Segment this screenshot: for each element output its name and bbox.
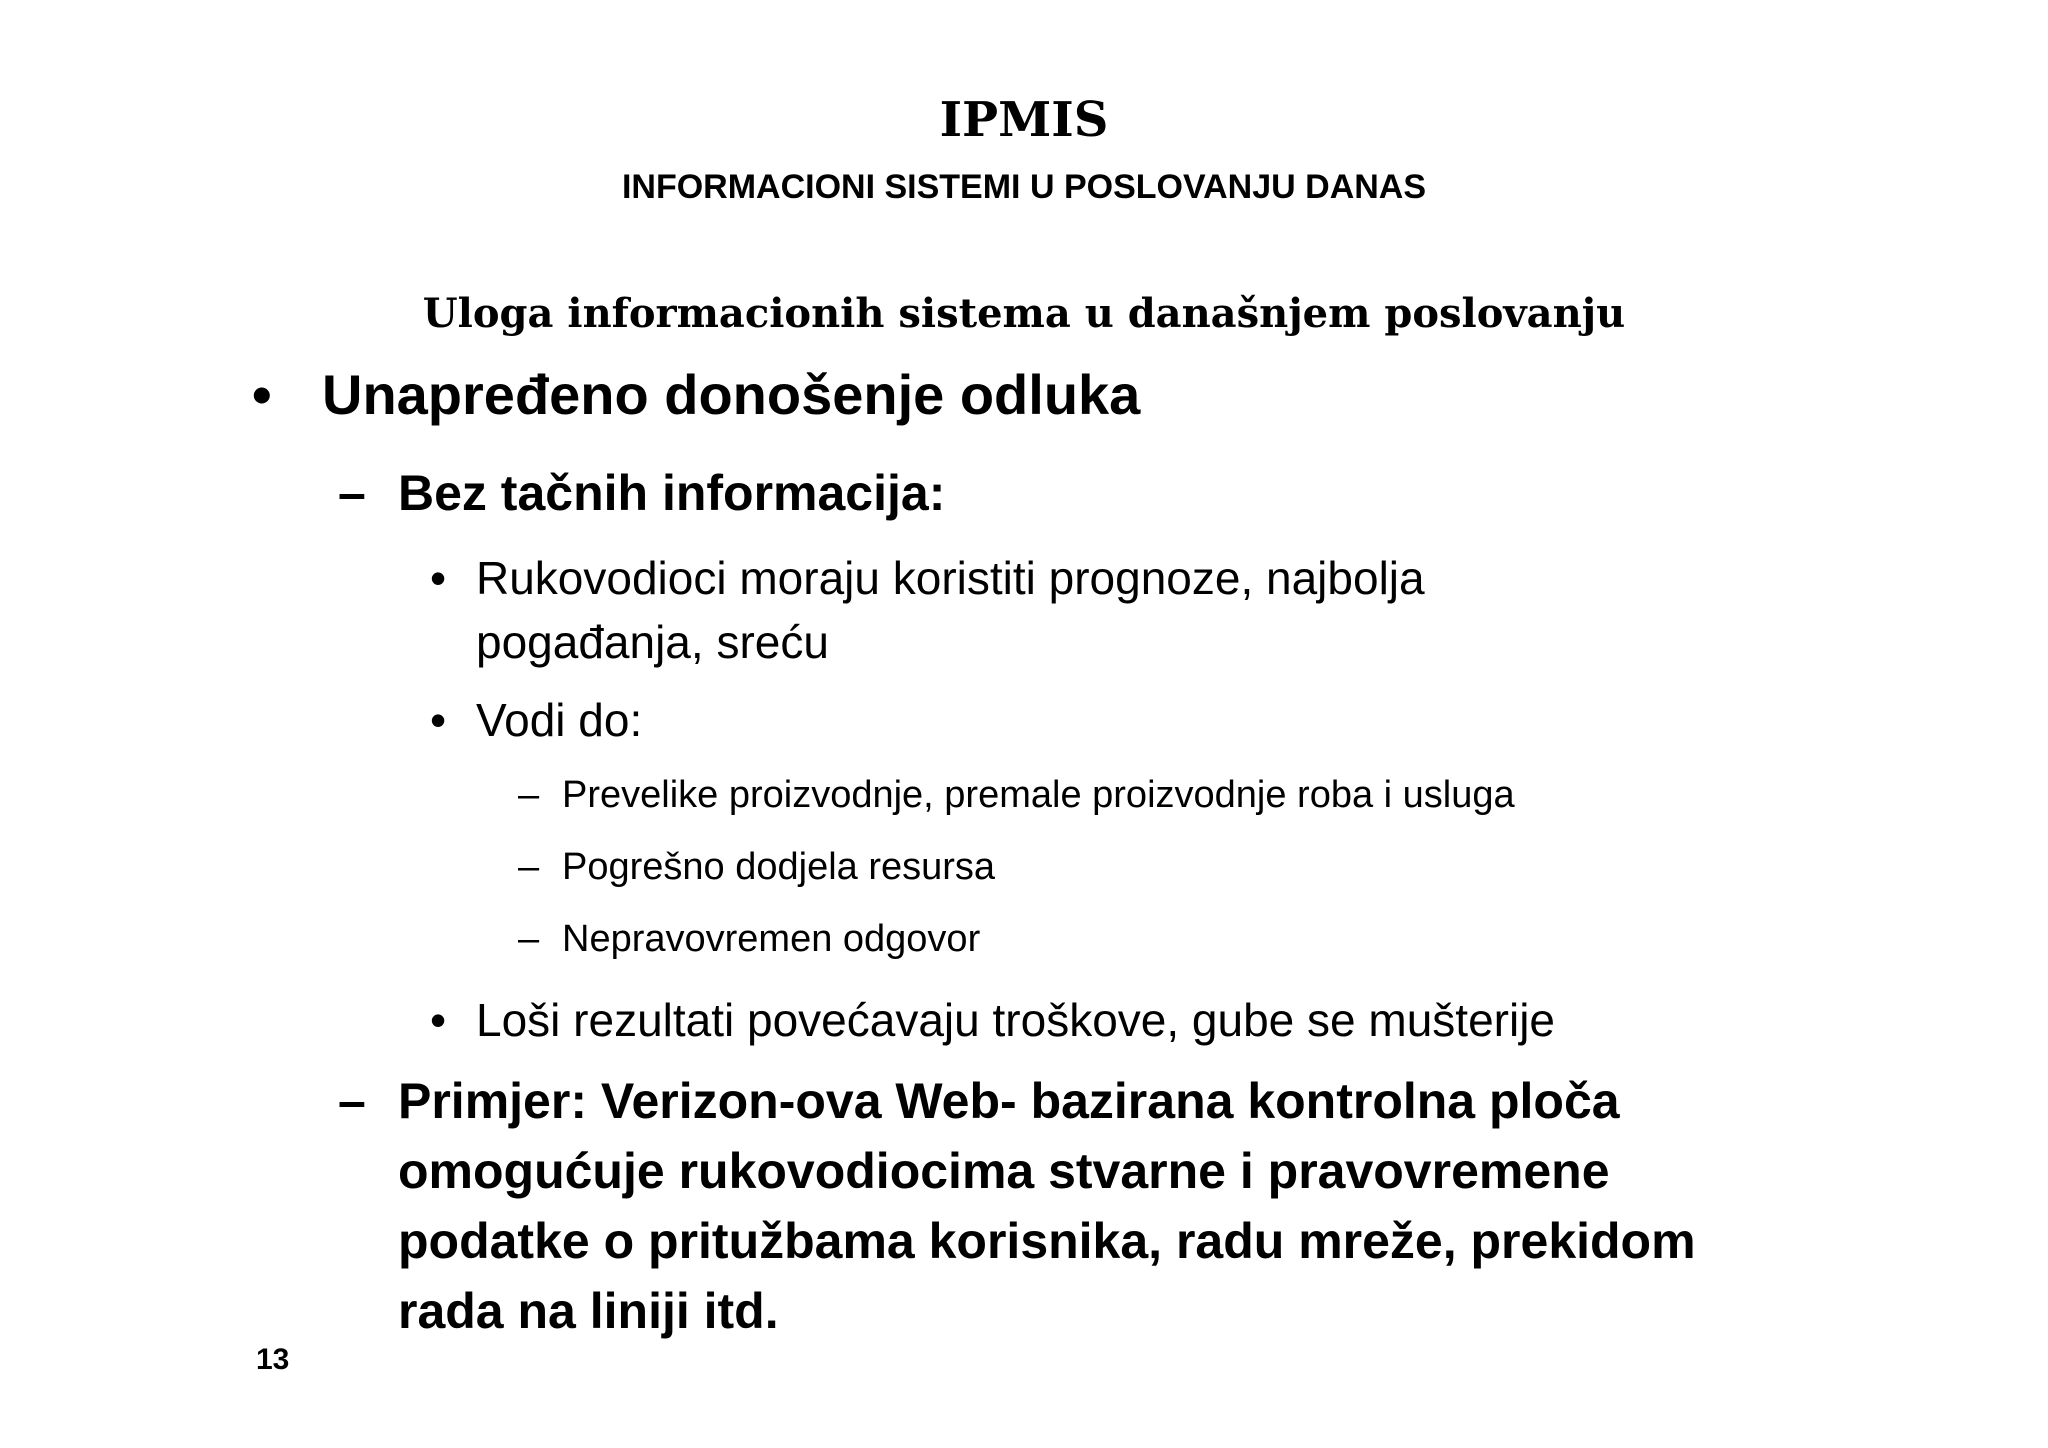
list-item-line: Vodi do: — [476, 694, 643, 746]
list-item: Prevelike proizvodnje, premale proizvodnje roba i usluga — [562, 774, 1515, 816]
list-item: Nepravovremen odgovor — [562, 918, 981, 960]
dash-marker: – — [518, 846, 540, 888]
dash-marker: – — [338, 465, 366, 521]
bullet-marker: • — [430, 552, 447, 604]
dash-marker: – — [338, 1073, 366, 1129]
dash-marker: – — [518, 918, 540, 960]
slide-title: IPMIS — [939, 92, 1109, 148]
list-item-line: pogađanja, sreću — [476, 616, 829, 668]
example-line: podatke o pritužbama korisnika, radu mreže, prekidom — [398, 1213, 1696, 1269]
list-item: Pogrešno dodjela resursa — [562, 846, 996, 888]
section-heading: Uloga informacionih sistema u današnjem poslovanju — [422, 290, 1626, 337]
page-number: 13 — [256, 1343, 290, 1376]
list-item-line: Rukovodioci moraju koristiti prognoze, najbolja — [476, 552, 1425, 604]
bullet-marker: • — [430, 994, 447, 1046]
list-item-line: Loši rezultati povećavaju troškove, gube se mušterije — [476, 994, 1556, 1046]
example-line: rada na liniji itd. — [398, 1283, 779, 1339]
example-line: omogućuje rukovodiocima stvarne i pravovremene — [398, 1143, 1610, 1199]
bullet-marker: • — [430, 694, 447, 746]
bullet-marker: • — [252, 363, 272, 426]
bullet-text-decision-making: Unapređeno donošenje odluka — [322, 363, 1141, 426]
slide-subtitle: INFORMACIONI SISTEMI U POSLOVANJU DANAS — [621, 168, 1427, 206]
sub-heading-without-info: Bez tačnih informacija: — [398, 465, 946, 521]
dash-marker: – — [518, 774, 540, 816]
example-line: Primjer: Verizon-ova Web- bazirana kontrolna ploča — [398, 1073, 1620, 1129]
